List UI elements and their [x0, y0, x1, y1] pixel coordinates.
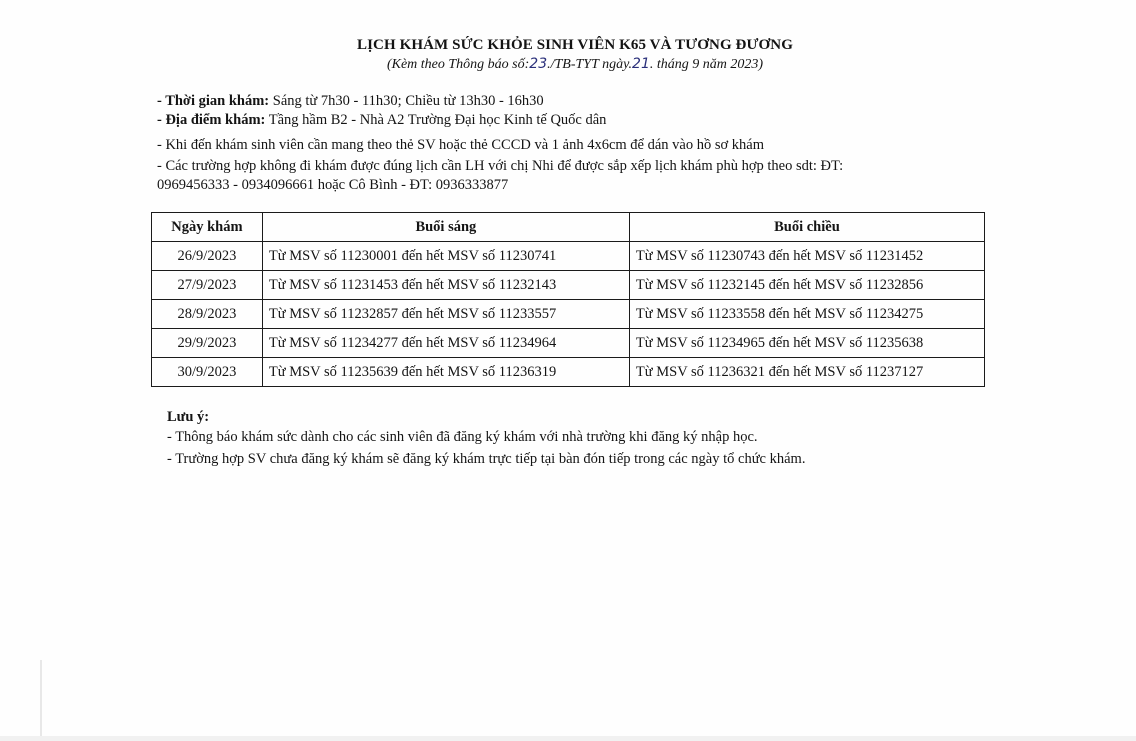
cell-morning: Từ MSV số 11235639 đến hết MSV số 11236319: [262, 358, 629, 387]
table-row: [152, 242, 985, 271]
cell-date: 28/9/2023: [152, 300, 263, 329]
handwritten-day: 21: [632, 56, 650, 72]
notes-title: Lưu ý:: [167, 409, 210, 425]
exam-time-label: - Thời gian khám:: [157, 93, 270, 109]
table-row: [152, 358, 985, 387]
exam-place-line: [157, 111, 606, 130]
cell-afternoon: Từ MSV số 11236321 đến hết MSV số 11237127: [629, 358, 984, 387]
scan-edge-artifact: [40, 660, 42, 740]
header-date: Ngày khám: [152, 213, 263, 242]
subtitle-prefix: (Kèm theo Thông báo số:: [386, 57, 530, 72]
subtitle-suffix: . tháng 9 năm 2023): [649, 57, 764, 72]
document-title: LỊCH KHÁM SỨC KHỎE SINH VIÊN K65 VÀ TƯƠNG ĐƯƠNG: [357, 37, 793, 53]
handwritten-number: 23: [529, 56, 548, 72]
cell-morning: Từ MSV số 11230001 đến hết MSV số 11230741: [262, 242, 629, 271]
schedule-table: [151, 212, 985, 387]
cell-morning: Từ MSV số 11234277 đến hết MSV số 11234964: [262, 329, 629, 358]
document-subtitle: [0, 56, 1136, 73]
contact-line-1: - Các trường hợp không đi khám được đúng lịch cần LH với chị Nhi để được sắp xếp lịch khám phù hợp theo sdt: ĐT:: [157, 158, 844, 174]
header-morning: Buổi sáng: [262, 213, 629, 242]
table-header-row: [152, 213, 985, 242]
header-afternoon: Buổi chiều: [629, 213, 984, 242]
cell-date: 30/9/2023: [152, 358, 263, 387]
cell-morning: Từ MSV số 11232857 đến hết MSV số 11233557: [262, 300, 629, 329]
note-item: - Thông báo khám sức dành cho các sinh viên đã đăng ký khám với nhà trường khi đăng ký nhập học.: [167, 429, 758, 445]
cell-afternoon: Từ MSV số 11230743 đến hết MSV số 11231452: [629, 242, 984, 271]
table-row: [152, 271, 985, 300]
exam-place-label: - Địa điểm khám:: [157, 112, 266, 128]
note-item: - Trường hợp SV chưa đăng ký khám sẽ đăng ký khám trực tiếp tại bàn đón tiếp trong các ngày tổ chức khám.: [167, 451, 806, 467]
exam-time-line: [157, 92, 544, 111]
table-row: [152, 329, 985, 358]
cell-date: 29/9/2023: [152, 329, 263, 358]
subtitle-mid: ./TB-TYT ngày.: [547, 57, 633, 72]
contact-line-2: 0969456333 - 0934096661 hoặc Cô Bình - ĐT: 0936333877: [157, 177, 509, 193]
scan-bottom-artifact: [0, 736, 1136, 741]
exam-place-value: Tầng hầm B2 - Nhà A2 Trường Đại học Kinh tế Quốc dân: [265, 112, 607, 128]
table-row: [152, 300, 985, 329]
cell-date: 27/9/2023: [152, 271, 263, 300]
cell-morning: Từ MSV số 11231453 đến hết MSV số 11232143: [262, 271, 629, 300]
exam-time-value: Sáng từ 7h30 - 11h30; Chiều từ 13h30 - 16h30: [269, 93, 544, 109]
cell-afternoon: Từ MSV số 11233558 đến hết MSV số 11234275: [629, 300, 984, 329]
cell-afternoon: Từ MSV số 11234965 đến hết MSV số 11235638: [629, 329, 984, 358]
bring-documents-line: - Khi đến khám sinh viên cần mang theo thẻ SV hoặc thẻ CCCD và 1 ảnh 4x6cm để dán vào hồ sơ khám: [157, 137, 765, 153]
cell-date: 26/9/2023: [152, 242, 263, 271]
cell-afternoon: Từ MSV số 11232145 đến hết MSV số 11232856: [629, 271, 984, 300]
